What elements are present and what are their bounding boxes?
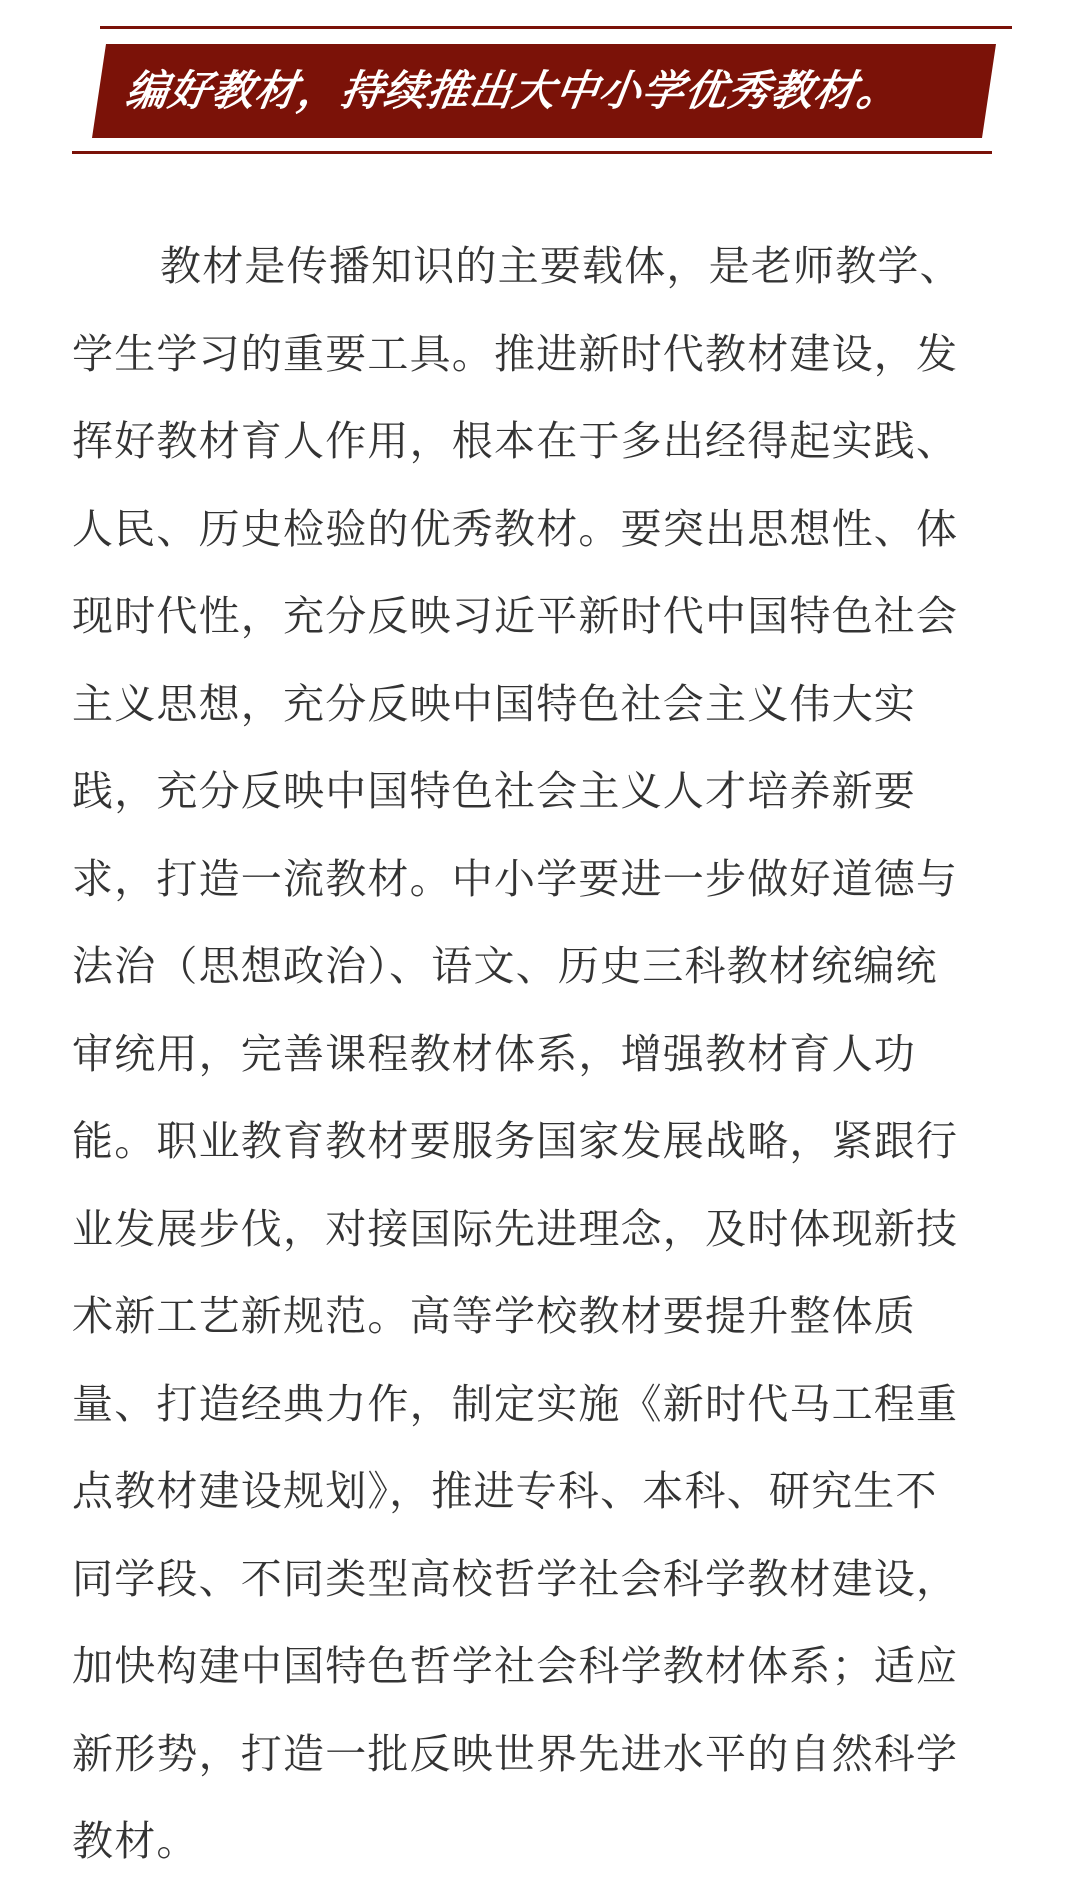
- paragraph-line: 点教材建设规划》，推进专科、本科、研究生不: [72, 1467, 938, 1515]
- article-paragraph: [72, 223, 1020, 1886]
- paragraph-line: 现时代性，充分反映习近平新时代中国特色社会: [72, 592, 959, 640]
- paragraph-line: 业发展步伐，对接国际先进理念，及时体现新技: [72, 1204, 959, 1253]
- paragraph-line: 量、打造经典力作，制定实施《新时代马工程重: [72, 1379, 959, 1428]
- paragraph-line: 加快构建中国特色哲学社会科学教材体系；适应: [72, 1642, 959, 1690]
- paragraph-line: 教材。: [72, 1817, 199, 1865]
- section-title: 编好教材，持续推出大中小学优秀教材。: [122, 66, 904, 115]
- section-header: [0, 0, 1080, 170]
- paragraph-line: 挥好教材育人作用，根本在于多出经得起实践、: [72, 417, 959, 465]
- paragraph-line: 学生学习的重要工具。推进新时代教材建设，发: [72, 329, 959, 378]
- paragraph-line: 求，打造一流教材。中小学要进一步做好道德与: [72, 854, 959, 903]
- header-top-rule: [100, 26, 1012, 29]
- paragraph-line: 术新工艺新规范。高等学校教材要提升整体质: [72, 1292, 916, 1340]
- paragraph-line: 主义思想，充分反映中国特色社会主义伟大实: [72, 679, 916, 728]
- paragraph-line: 教材是传播知识的主要载体，是老师教学、: [160, 242, 962, 290]
- paragraph-line: 践，充分反映中国特色社会主义人才培养新要: [72, 767, 916, 815]
- header-bottom-rule: [72, 151, 992, 154]
- paragraph-line: 人民、历史检验的优秀教材。要突出思想性、体: [72, 504, 959, 553]
- paragraph-line: 同学段、不同类型高校哲学社会科学教材建设，: [72, 1554, 959, 1603]
- paragraph-line: 新形势，打造一批反映世界先进水平的自然科学: [72, 1729, 959, 1778]
- paragraph-line: 审统用，完善课程教材体系，增强教材育人功: [72, 1029, 916, 1078]
- paragraph-line: 能。职业教育教材要服务国家发展战略，紧跟行: [72, 1117, 959, 1165]
- paragraph-line: 法治（思想政治）、语文、历史三科教材统编统: [72, 942, 938, 990]
